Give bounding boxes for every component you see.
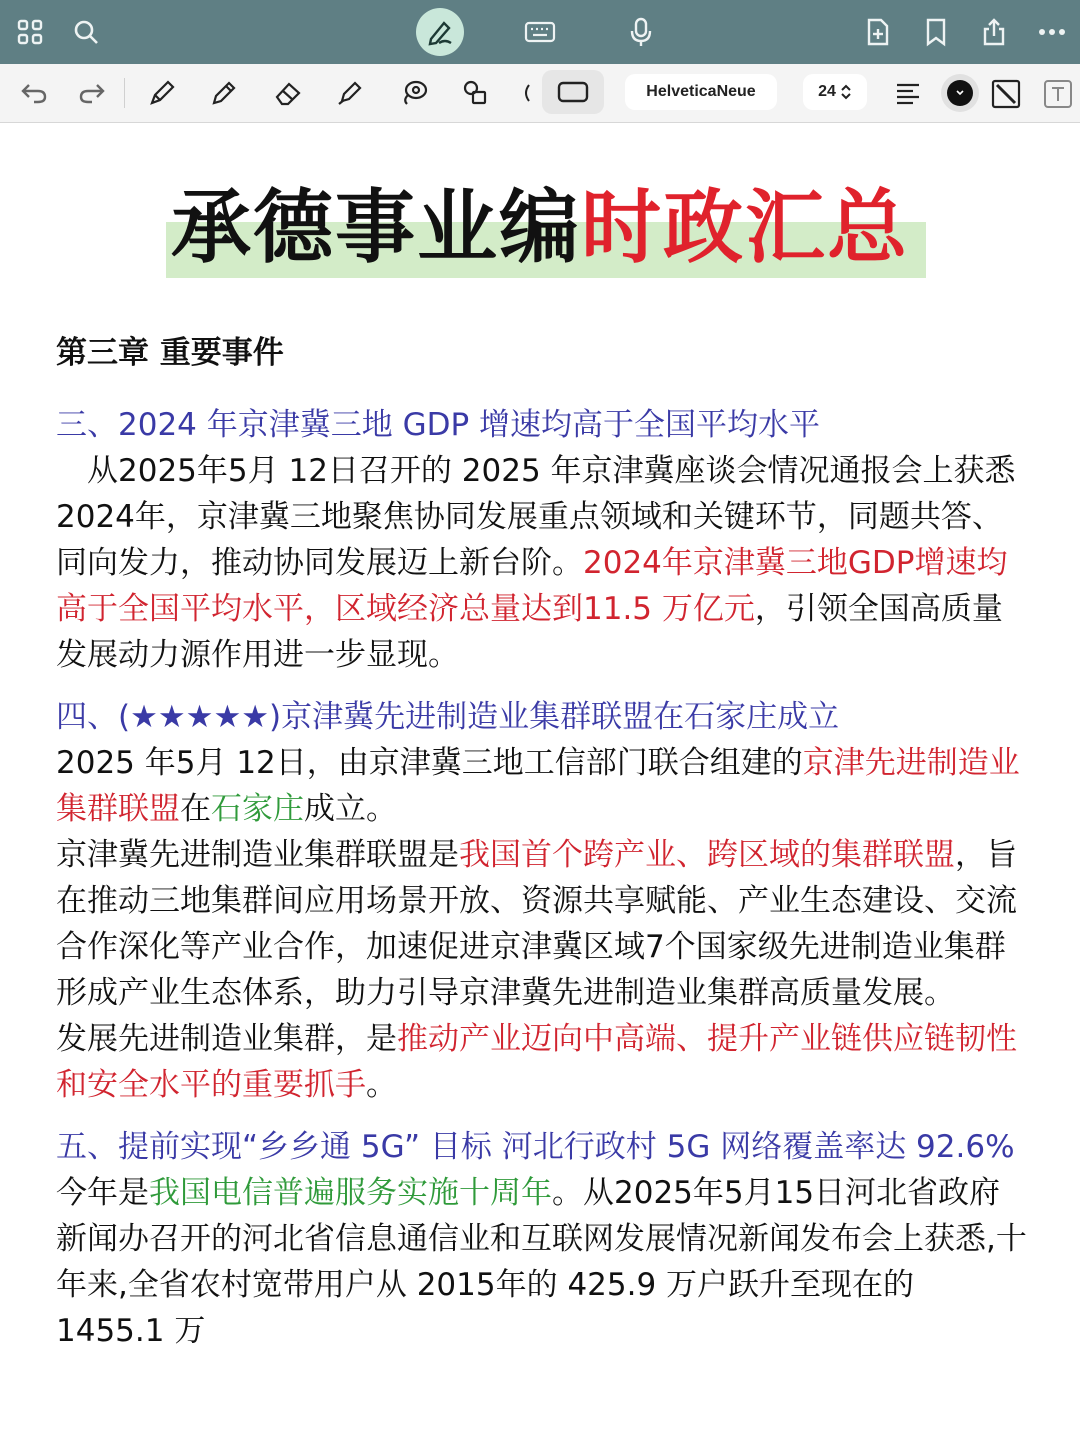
section-3-paragraph bbox=[56, 448, 1030, 678]
s4p3-text-b: 。 bbox=[366, 1067, 397, 1103]
title-part-black: 承德事业编 bbox=[171, 181, 581, 274]
font-name-selector[interactable]: HelveticaNeue bbox=[625, 74, 777, 110]
s4p1-text-b: 在 bbox=[180, 791, 211, 827]
line-style-icon[interactable] bbox=[988, 76, 1024, 112]
keyboard-icon[interactable] bbox=[518, 10, 562, 54]
s4p2-text: 京津冀先进制造业集群联盟是 bbox=[56, 837, 459, 873]
shape-tool-icon[interactable] bbox=[542, 70, 604, 114]
section-5-heading: 五、提前实现“乡乡通 5G” 目标 河北行政村 5G 网络覆盖率达 92.6% bbox=[56, 1129, 1015, 1165]
section-3-heading: 三、2024 年京津冀三地 GDP 增速均高于全国平均水平 bbox=[56, 407, 821, 443]
share-icon[interactable] bbox=[972, 10, 1016, 54]
highlighter-icon[interactable] bbox=[330, 73, 370, 113]
chevron-updown-icon bbox=[840, 83, 852, 101]
s4p2-text-b: ，旨在推动三地集群间应用场景开放、资源共享赋能、产业生态建设、交流合作深化等产业合作，加速促进京津冀区域7个国家级先进制造业集群形成产业生态体系，助力引导京津冀先进制造业集群高质量发展。 bbox=[56, 837, 1017, 1011]
pen-icon[interactable] bbox=[142, 73, 182, 113]
s5-text: 今年是 bbox=[56, 1175, 149, 1211]
s4p1-emphasis: 京津先进制造业集群联盟 bbox=[56, 745, 1020, 827]
align-icon[interactable] bbox=[888, 73, 928, 113]
s3-tail: ，引领全国高质量发展动力源作用进一步显现。 bbox=[56, 591, 1003, 673]
s5-text-b: 。从2025年5月15日河北省政府新闻办召开的河北省信息通信业和互联网发展情况新闻发布会上获悉,十年来,全省农村宽带用户从 2015年的 425.9 万户跃升至现在的 1455.1 万 bbox=[56, 1175, 1027, 1349]
s4p2-emphasis: 我国首个跨产业、跨区域的集群联盟 bbox=[459, 837, 955, 873]
textbox-icon[interactable] bbox=[1040, 76, 1076, 112]
undo-icon[interactable] bbox=[14, 73, 54, 113]
font-size-selector[interactable] bbox=[803, 74, 867, 110]
section-4-paragraph-1 bbox=[56, 740, 1030, 832]
redo-icon[interactable] bbox=[72, 73, 112, 113]
pen-circle-icon[interactable] bbox=[416, 8, 464, 56]
lasso-icon[interactable] bbox=[394, 73, 434, 113]
section-4-paragraph-2 bbox=[56, 832, 1030, 1016]
mic-icon[interactable] bbox=[619, 10, 663, 54]
bookmark-icon[interactable] bbox=[914, 10, 958, 54]
more-icon[interactable] bbox=[1030, 10, 1074, 54]
add-page-icon[interactable] bbox=[856, 10, 900, 54]
document-body bbox=[56, 322, 1030, 1354]
s4p1-location: 石家庄 bbox=[211, 791, 304, 827]
section-5-paragraph bbox=[56, 1170, 1030, 1354]
s3-emphasis: 2024年京津冀三地GDP增速均高于全国平均水平，区域经济总量达到11.5 万亿元 bbox=[56, 545, 1008, 627]
pencil-icon[interactable] bbox=[204, 73, 244, 113]
s5-emphasis: 我国电信普遍服务实施十周年 bbox=[149, 1175, 552, 1211]
s4p1-text: 2025 年5月 12日，由京津冀三地工信部门联合组建的 bbox=[56, 745, 803, 781]
section-4-heading: 四、(★★★★★)京津冀先进制造业集群联盟在石家庄成立 bbox=[56, 699, 840, 735]
s3-text: 从2025年5月 12日召开的 2025 年京津冀座谈会情况通报会上获悉2024年，京津冀三地聚焦协同发展重点领域和关键环节，同题共答、同向发力，推动协同发展迈上新台阶。 bbox=[56, 453, 1016, 581]
section-4-paragraph-3 bbox=[56, 1016, 1030, 1108]
color-dot-icon[interactable] bbox=[941, 74, 979, 112]
title-part-red: 时政汇总 bbox=[581, 181, 909, 274]
toolbar-divider bbox=[124, 78, 125, 108]
s4p3-emphasis: 推动产业迈向中高端、提升产业链供应链韧性和安全水平的重要抓手 bbox=[56, 1021, 1017, 1103]
chapter-heading: 第三章 重要事件 bbox=[56, 335, 284, 371]
s4p1-text-c: 成立。 bbox=[304, 791, 397, 827]
top-bar bbox=[0, 0, 1080, 64]
font-size-value: 24 bbox=[818, 83, 836, 100]
s4p3-text: 发展先进制造业集群，是 bbox=[56, 1021, 397, 1057]
partial-tool-icon[interactable] bbox=[516, 73, 536, 113]
grid-icon[interactable] bbox=[8, 10, 52, 54]
page-title bbox=[0, 178, 1080, 278]
search-icon[interactable] bbox=[64, 10, 108, 54]
eraser-icon[interactable] bbox=[268, 73, 308, 113]
shapes-icon[interactable] bbox=[456, 73, 496, 113]
